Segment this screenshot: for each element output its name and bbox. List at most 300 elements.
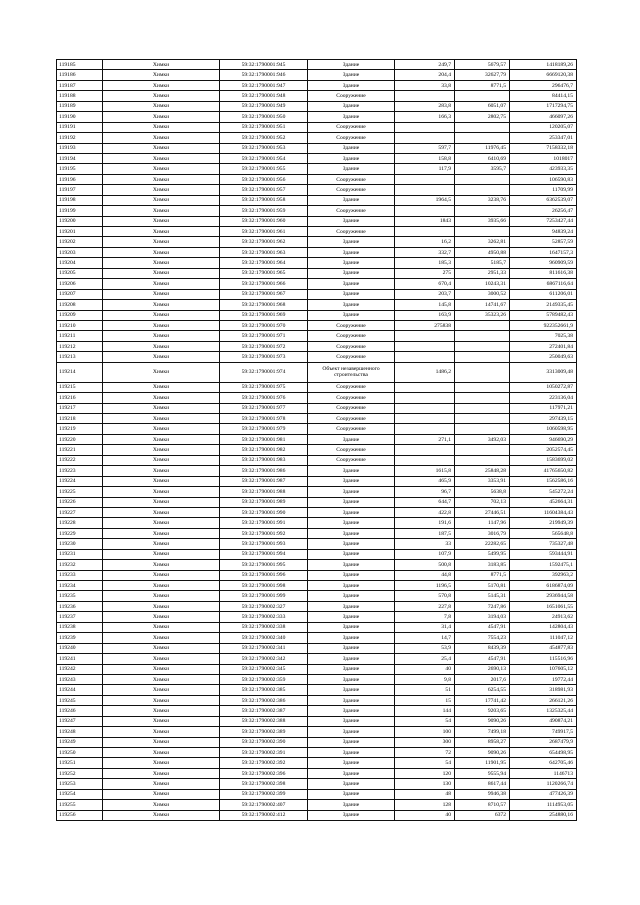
specific-value-cell: 7499,18 [455, 727, 510, 737]
cadastral-value-table [56, 59, 577, 821]
table-row [57, 331, 577, 341]
specific-value-cell: 10243,31 [455, 279, 510, 289]
table-row [57, 560, 577, 570]
object-type-cell: Здание [308, 237, 395, 247]
table-row [57, 237, 577, 247]
object-type-cell: Сооружение [308, 393, 395, 403]
locality-cell: Химки [103, 581, 220, 591]
locality-cell: Химки [103, 216, 220, 226]
table-row [57, 810, 577, 820]
specific-value-cell: 5638,8 [455, 487, 510, 497]
row-number-cell: 119254 [57, 789, 103, 799]
table-row [57, 164, 577, 174]
object-type-cell: Сооружение [308, 382, 395, 392]
row-number-cell: 119201 [57, 227, 103, 237]
cadastral-number-cell: 59:32:1790001:995 [220, 560, 308, 570]
table-row [57, 800, 577, 810]
cadastral-value-cell: 545272,24 [510, 487, 577, 497]
cadastral-number-cell: 59:32:1790001:953 [220, 143, 308, 153]
row-number-cell: 119198 [57, 195, 103, 205]
cadastral-number-cell: 59:32:1790002:399 [220, 789, 308, 799]
specific-value-cell [455, 362, 510, 382]
locality-cell: Химки [103, 206, 220, 216]
cadastral-value-cell: 297439,15 [510, 414, 577, 424]
table-row [57, 497, 577, 507]
area-cell: 1964,5 [395, 195, 455, 205]
object-type-cell: Здание [308, 310, 395, 320]
specific-value-cell: 3000,52 [455, 289, 510, 299]
area-cell: 40 [395, 810, 455, 820]
table-row [57, 748, 577, 758]
cadastral-value-cell: 1562586,16 [510, 476, 577, 486]
area-cell: 187,5 [395, 528, 455, 538]
cadastral-value-cell: 2936944,58 [510, 591, 577, 601]
area-cell: 422,8 [395, 507, 455, 517]
area-cell: 644,7 [395, 497, 455, 507]
area-cell [395, 331, 455, 341]
area-cell: 15 [395, 695, 455, 705]
table-row [57, 487, 577, 497]
area-cell: 275 [395, 268, 455, 278]
locality-cell: Химки [103, 685, 220, 695]
table-row [57, 258, 577, 268]
table-row [57, 352, 577, 362]
table-row [57, 664, 577, 674]
locality-cell: Химки [103, 268, 220, 278]
object-type-cell: Здание [308, 612, 395, 622]
cadastral-value-cell: 296476,7 [510, 80, 577, 90]
cadastral-number-cell: 59:32:1790001:958 [220, 195, 308, 205]
object-type-cell: Сооружение [308, 414, 395, 424]
locality-cell: Химки [103, 185, 220, 195]
cadastral-value-cell: 1583699,02 [510, 455, 577, 465]
specific-value-cell: 5145,31 [455, 591, 510, 601]
cadastral-value-cell: 11604384,43 [510, 507, 577, 517]
row-number-cell: 119210 [57, 320, 103, 330]
row-number-cell: 119226 [57, 497, 103, 507]
table-row [57, 758, 577, 768]
area-cell: 44,8 [395, 570, 455, 580]
cadastral-number-cell: 59:32:1790001:975 [220, 382, 308, 392]
table-row [57, 185, 577, 195]
object-type-cell: Здание [308, 247, 395, 257]
table-row [57, 320, 577, 330]
cadastral-value-cell: 272401,84 [510, 341, 577, 351]
row-number-cell: 119221 [57, 445, 103, 455]
table-row [57, 633, 577, 643]
table-row [57, 581, 577, 591]
cadastral-number-cell: 59:32:1790001:948 [220, 91, 308, 101]
table-row [57, 549, 577, 559]
cadastral-number-cell: 59:32:1790001:968 [220, 300, 308, 310]
locality-cell: Химки [103, 445, 220, 455]
cadastral-value-cell: 452664,31 [510, 497, 577, 507]
cadastral-value-cell: 120205,07 [510, 122, 577, 132]
specific-value-cell: 11976,45 [455, 143, 510, 153]
object-type-cell: Сооружение [308, 445, 395, 455]
locality-cell: Химки [103, 310, 220, 320]
cadastral-value-cell: 6362539,07 [510, 195, 577, 205]
locality-cell: Химки [103, 768, 220, 778]
object-type-cell: Здание [308, 279, 395, 289]
locality-cell: Химки [103, 382, 220, 392]
area-cell: 1196,5 [395, 581, 455, 591]
row-number-cell: 119253 [57, 779, 103, 789]
area-cell [395, 185, 455, 195]
object-type-cell: Сооружение [308, 403, 395, 413]
specific-value-cell: 4547,91 [455, 654, 510, 664]
row-number-cell: 119208 [57, 300, 103, 310]
cadastral-value-cell: 254880,16 [510, 810, 577, 820]
cadastral-value-cell: 1050272,87 [510, 382, 577, 392]
locality-cell: Химки [103, 800, 220, 810]
cadastral-number-cell: 59:32:1790001:999 [220, 591, 308, 601]
object-type-cell: Здание [308, 195, 395, 205]
area-cell [395, 403, 455, 413]
cadastral-value-cell: 115516,96 [510, 654, 577, 664]
specific-value-cell: 1147,96 [455, 518, 510, 528]
locality-cell: Химки [103, 622, 220, 632]
cadastral-number-cell: 59:32:1790002:341 [220, 643, 308, 653]
row-number-cell: 119247 [57, 716, 103, 726]
row-number-cell: 119204 [57, 258, 103, 268]
table-row [57, 706, 577, 716]
specific-value-cell: 17741,42 [455, 695, 510, 705]
object-type-cell: Здание [308, 737, 395, 747]
row-number-cell: 119237 [57, 612, 103, 622]
cadastral-value-cell: 1651061,55 [510, 601, 577, 611]
table-row [57, 268, 577, 278]
table-row [57, 310, 577, 320]
area-cell: 271,1 [395, 434, 455, 444]
cadastral-number-cell: 59:32:1790001:965 [220, 268, 308, 278]
specific-value-cell [455, 122, 510, 132]
cadastral-number-cell: 59:32:1790001:952 [220, 133, 308, 143]
table-row [57, 507, 577, 517]
table-row [57, 393, 577, 403]
cadastral-value-cell: 111047,12 [510, 633, 577, 643]
row-number-cell: 119206 [57, 279, 103, 289]
area-cell: 7,8 [395, 612, 455, 622]
cadastral-number-cell: 59:32:1790001:962 [220, 237, 308, 247]
table-row [57, 591, 577, 601]
area-cell: 1486,2 [395, 362, 455, 382]
cadastral-value-cell: 24913,62 [510, 612, 577, 622]
specific-value-cell [455, 393, 510, 403]
cadastral-number-cell: 59:32:1790002:333 [220, 612, 308, 622]
object-type-cell: Здание [308, 268, 395, 278]
area-cell [395, 352, 455, 362]
cadastral-value-cell: 52857,59 [510, 237, 577, 247]
locality-cell: Химки [103, 341, 220, 351]
cadastral-number-cell: 59:32:1790001:976 [220, 393, 308, 403]
object-type-cell: Здание [308, 112, 395, 122]
area-cell: 158,8 [395, 153, 455, 163]
specific-value-cell: 35323,26 [455, 310, 510, 320]
object-type-cell: Здание [308, 664, 395, 674]
table-row [57, 206, 577, 216]
object-type-cell: Здание [308, 748, 395, 758]
area-cell: 120 [395, 768, 455, 778]
cadastral-value-cell: 466097,26 [510, 112, 577, 122]
table-row [57, 643, 577, 653]
table-row [57, 101, 577, 111]
specific-value-cell: 6051,07 [455, 101, 510, 111]
specific-value-cell: 5170,81 [455, 581, 510, 591]
row-number-cell: 119192 [57, 133, 103, 143]
cadastral-number-cell: 59:32:1790001:986 [220, 466, 308, 476]
cadastral-number-cell: 59:32:1790001:946 [220, 70, 308, 80]
locality-cell: Химки [103, 237, 220, 247]
specific-value-cell [455, 91, 510, 101]
table-row [57, 789, 577, 799]
cadastral-number-cell: 59:32:1790001:960 [220, 216, 308, 226]
table-row [57, 476, 577, 486]
locality-cell: Химки [103, 143, 220, 153]
cadastral-value-cell: 318981,93 [510, 685, 577, 695]
cadastral-value-cell: 6669120,38 [510, 70, 577, 80]
row-number-cell: 119225 [57, 487, 103, 497]
cadastral-number-cell: 59:32:1790002:387 [220, 706, 308, 716]
object-type-cell: Здание [308, 810, 395, 820]
row-number-cell: 119229 [57, 528, 103, 538]
locality-cell: Химки [103, 758, 220, 768]
locality-cell: Химки [103, 153, 220, 163]
table-row [57, 289, 577, 299]
cadastral-value-cell: 1060598,95 [510, 424, 577, 434]
area-cell [395, 133, 455, 143]
locality-cell: Химки [103, 300, 220, 310]
specific-value-cell: 2690,13 [455, 664, 510, 674]
table-row [57, 60, 577, 70]
row-number-cell: 119241 [57, 654, 103, 664]
cadastral-value-cell: 6186874,09 [510, 581, 577, 591]
cadastral-value-cell: 219949,39 [510, 518, 577, 528]
row-number-cell: 119199 [57, 206, 103, 216]
object-type-cell: Сооружение [308, 206, 395, 216]
area-cell: 185,3 [395, 258, 455, 268]
object-type-cell: Здание [308, 758, 395, 768]
object-type-cell: Сооружение [308, 331, 395, 341]
specific-value-cell: 5499,95 [455, 549, 510, 559]
cadastral-value-cell: 3313009,48 [510, 362, 577, 382]
row-number-cell: 119216 [57, 393, 103, 403]
specific-value-cell [455, 133, 510, 143]
table-row [57, 466, 577, 476]
specific-value-cell: 8710,57 [455, 800, 510, 810]
area-cell: 465,9 [395, 476, 455, 486]
cadastral-number-cell: 59:32:1790002:396 [220, 768, 308, 778]
cadastral-number-cell: 59:32:1790001:956 [220, 174, 308, 184]
locality-cell: Химки [103, 654, 220, 664]
specific-value-cell [455, 352, 510, 362]
area-cell: 16,2 [395, 237, 455, 247]
cadastral-value-cell: 7158332,18 [510, 143, 577, 153]
cadastral-number-cell: 59:32:1790002:340 [220, 633, 308, 643]
row-number-cell: 119234 [57, 581, 103, 591]
table-row [57, 227, 577, 237]
row-number-cell: 119200 [57, 216, 103, 226]
specific-value-cell: 9090,26 [455, 716, 510, 726]
cadastral-value-cell: 1146713 [510, 768, 577, 778]
object-type-cell: Здание [308, 727, 395, 737]
table-row [57, 434, 577, 444]
cadastral-value-cell: 253347,01 [510, 133, 577, 143]
area-cell: 48 [395, 789, 455, 799]
object-type-cell: Здание [308, 706, 395, 716]
row-number-cell: 119227 [57, 507, 103, 517]
row-number-cell: 119195 [57, 164, 103, 174]
object-type-cell: Здание [308, 643, 395, 653]
cadastral-value-cell: 1418189,26 [510, 60, 577, 70]
cadastral-value-cell: 565648,8 [510, 528, 577, 538]
cadastral-value-cell: 1114953,05 [510, 800, 577, 810]
locality-cell: Химки [103, 258, 220, 268]
cadastral-value-cell: 2149335,45 [510, 300, 577, 310]
specific-value-cell: 8771,5 [455, 570, 510, 580]
row-number-cell: 119187 [57, 80, 103, 90]
object-type-cell: Сооружение [308, 122, 395, 132]
specific-value-cell: 8439,39 [455, 643, 510, 653]
table-row [57, 622, 577, 632]
cadastral-number-cell: 59:32:1790001:978 [220, 414, 308, 424]
object-type-cell: Здание [308, 570, 395, 580]
locality-cell: Химки [103, 112, 220, 122]
object-type-cell: Здание [308, 768, 395, 778]
locality-cell: Химки [103, 507, 220, 517]
specific-value-cell: 3353,91 [455, 476, 510, 486]
specific-value-cell: 8771,5 [455, 80, 510, 90]
row-number-cell: 119224 [57, 476, 103, 486]
table-row [57, 768, 577, 778]
row-number-cell: 119239 [57, 633, 103, 643]
cadastral-number-cell: 59:32:1790001:992 [220, 528, 308, 538]
object-type-cell: Здание [308, 695, 395, 705]
table-row [57, 779, 577, 789]
table-row [57, 112, 577, 122]
specific-value-cell: 3595,7 [455, 164, 510, 174]
row-number-cell: 119189 [57, 101, 103, 111]
locality-cell: Химки [103, 352, 220, 362]
area-cell [395, 341, 455, 351]
object-type-cell: Сооружение [308, 133, 395, 143]
specific-value-cell: 27446,51 [455, 507, 510, 517]
table-row [57, 174, 577, 184]
table-row [57, 601, 577, 611]
row-number-cell: 119232 [57, 560, 103, 570]
row-number-cell: 119236 [57, 601, 103, 611]
table-row [57, 539, 577, 549]
row-number-cell: 119244 [57, 685, 103, 695]
area-cell [395, 455, 455, 465]
cadastral-number-cell: 59:32:1790002:327 [220, 601, 308, 611]
locality-cell: Химки [103, 455, 220, 465]
row-number-cell: 119222 [57, 455, 103, 465]
object-type-cell: Здание [308, 289, 395, 299]
cadastral-value-cell: 811616,38 [510, 268, 577, 278]
area-cell: 72 [395, 748, 455, 758]
locality-cell: Химки [103, 528, 220, 538]
locality-cell: Химки [103, 164, 220, 174]
cadastral-number-cell: 59:32:1790001:947 [220, 80, 308, 90]
table-row [57, 455, 577, 465]
area-cell: 9,8 [395, 674, 455, 684]
object-type-cell: Здание [308, 549, 395, 559]
row-number-cell: 119249 [57, 737, 103, 747]
specific-value-cell: 32627,79 [455, 70, 510, 80]
area-cell: 204,4 [395, 70, 455, 80]
cadastral-number-cell: 59:32:1790001:954 [220, 153, 308, 163]
object-type-cell: Здание [308, 476, 395, 486]
locality-cell: Химки [103, 716, 220, 726]
cadastral-value-cell: 922352661,9 [510, 320, 577, 330]
table-row [57, 685, 577, 695]
locality-cell: Химки [103, 434, 220, 444]
row-number-cell: 119220 [57, 434, 103, 444]
area-cell: 31,4 [395, 622, 455, 632]
locality-cell: Химки [103, 403, 220, 413]
row-number-cell: 119218 [57, 414, 103, 424]
locality-cell: Химки [103, 476, 220, 486]
area-cell: 1615,8 [395, 466, 455, 476]
specific-value-cell: 9946,38 [455, 789, 510, 799]
specific-value-cell: 5185,7 [455, 258, 510, 268]
row-number-cell: 119246 [57, 706, 103, 716]
specific-value-cell: 9203,65 [455, 706, 510, 716]
area-cell: 14,7 [395, 633, 455, 643]
specific-value-cell: 4950,88 [455, 247, 510, 257]
row-number-cell: 119212 [57, 341, 103, 351]
row-number-cell: 119213 [57, 352, 103, 362]
locality-cell: Химки [103, 612, 220, 622]
row-number-cell: 119251 [57, 758, 103, 768]
cadastral-value-cell: 2052574,45 [510, 445, 577, 455]
row-number-cell: 119245 [57, 695, 103, 705]
area-cell [395, 227, 455, 237]
table-row [57, 403, 577, 413]
cadastral-number-cell: 59:32:1790001:989 [220, 497, 308, 507]
object-type-cell: Сооружение [308, 91, 395, 101]
cadastral-value-cell: 117971,21 [510, 403, 577, 413]
object-type-cell: Здание [308, 539, 395, 549]
cadastral-value-cell: 266121,26 [510, 695, 577, 705]
locality-cell: Химки [103, 789, 220, 799]
locality-cell: Химки [103, 174, 220, 184]
area-cell [395, 393, 455, 403]
area-cell: 163,9 [395, 310, 455, 320]
specific-value-cell [455, 185, 510, 195]
row-number-cell: 119194 [57, 153, 103, 163]
object-type-cell: Здание [308, 716, 395, 726]
locality-cell: Химки [103, 320, 220, 330]
area-cell [395, 424, 455, 434]
locality-cell: Химки [103, 706, 220, 716]
cadastral-value-cell: 84414,15 [510, 91, 577, 101]
specific-value-cell [455, 320, 510, 330]
area-cell: 51 [395, 685, 455, 695]
row-number-cell: 119215 [57, 382, 103, 392]
cadastral-number-cell: 59:32:1790001:970 [220, 320, 308, 330]
cadastral-value-cell: 1717294,75 [510, 101, 577, 111]
row-number-cell: 119223 [57, 466, 103, 476]
row-number-cell: 119242 [57, 664, 103, 674]
row-number-cell: 119228 [57, 518, 103, 528]
area-cell [395, 414, 455, 424]
area-cell: 570,8 [395, 591, 455, 601]
cadastral-value-cell: 6867116,64 [510, 279, 577, 289]
object-type-cell: Здание [308, 800, 395, 810]
cadastral-number-cell: 59:32:1790001:967 [220, 289, 308, 299]
